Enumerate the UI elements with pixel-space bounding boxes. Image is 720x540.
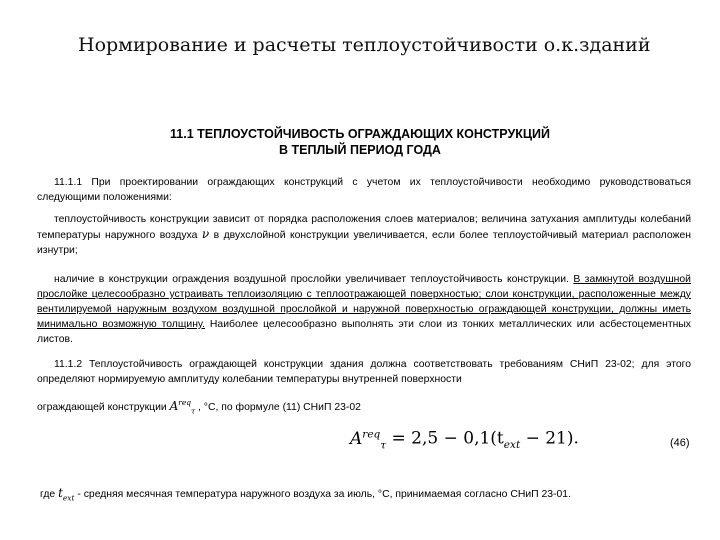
formula-rhs-b: − 21). [520, 428, 579, 449]
footnote-where: где [40, 489, 56, 500]
paragraph-air-gap-underlined: В замкнутой воздушной прослойке целесообразно устраивать теплоизоляцию с теплоотражающей поверхностью; слои конструкции, расположенные между вентилируемой наружным воздухом воздушной прослойкой и наружной поверхностью ограждающей конструкции, должны иметь минимально возможную толщину. [37, 274, 691, 330]
paragraph-layer-order-text-b: в двухслойной конструкции увеличивается, если более теплоустойчивый материал расположен изнутри; [37, 230, 691, 256]
formula-rhs-sub: ext [503, 439, 521, 452]
t-ext-symbol [58, 486, 75, 503]
slide-title: Нормирование и расчеты теплоустойчивости о.к.зданий [78, 34, 651, 56]
amplitude-symbol [169, 398, 196, 416]
formula-rhs-a: = 2,5 − 0,1(t [391, 428, 504, 449]
amplitude-symbol-sub: τ [191, 406, 196, 416]
footnote-definition [40, 486, 690, 502]
footnote-text: - средняя месячная температура наружного воздуха за июль, °С, принимаемая согласно СНиП 23-01. [77, 489, 571, 500]
formula-lhs-sup: req [362, 428, 381, 440]
paragraph-11-1-2-end-text-b: , °С, по формуле (11) СНиП 23-02 [198, 402, 361, 413]
paragraph-air-gap [37, 272, 691, 347]
formula-lhs-sub: τ [380, 439, 387, 452]
paragraph-11-1-1: 11.1.1 При проектировании ограждающих конструкций с учетом их теплоустойчивости необходимо руководствоваться следующими положениями: [37, 177, 691, 203]
paragraph-air-gap-text-c: Наиболее целесообразно выполнять эти слои из тонких металлических или асбестоцементных листов. [37, 319, 691, 345]
paragraph-11-1-2: 11.1.2 Теплоустойчивость ограждающей конструкции здания должна соответствовать требованиям СНиП 23-02; для этого определяют нормируемую амплитуду колебании температуры внутренней поверхности [37, 359, 691, 385]
amplitude-symbol-base: A [169, 399, 179, 413]
paragraph-layer-order [37, 212, 691, 258]
nu-symbol: ν [201, 227, 210, 241]
amplitude-symbol-sup: req [178, 398, 191, 407]
section-heading-line-2: В ТЕПЛЫЙ ПЕРИОД ГОДА [279, 143, 441, 157]
paragraph-11-1-2-end-text-a: ограждающей конструкции [37, 402, 167, 413]
t-ext-base: t [58, 486, 63, 500]
paragraph-11-1-2-end [37, 392, 691, 422]
equation-number: (46) [670, 437, 690, 449]
formula-lhs [350, 428, 387, 452]
paragraph-air-gap-text-a: наличие в конструкции ограждения воздушной прослойки увеличивает теплоустойчивость конструкции. [54, 274, 569, 285]
t-ext-sub: ext [62, 493, 75, 503]
formula-46 [350, 428, 579, 451]
section-heading-line-1: 11.1 ТЕПЛОУСТОЙЧИВОСТЬ ОГРАЖДАЮЩИХ КОНСТРУКЦИЙ [170, 127, 550, 141]
paragraph-layer-order-text-a: теплоустойчивость конструкции зависит от порядка расположения слоев материалов; величина затухания амплитуды колебаний температуры наружного воздуха [37, 214, 691, 241]
formula-lhs-base: A [350, 428, 363, 449]
